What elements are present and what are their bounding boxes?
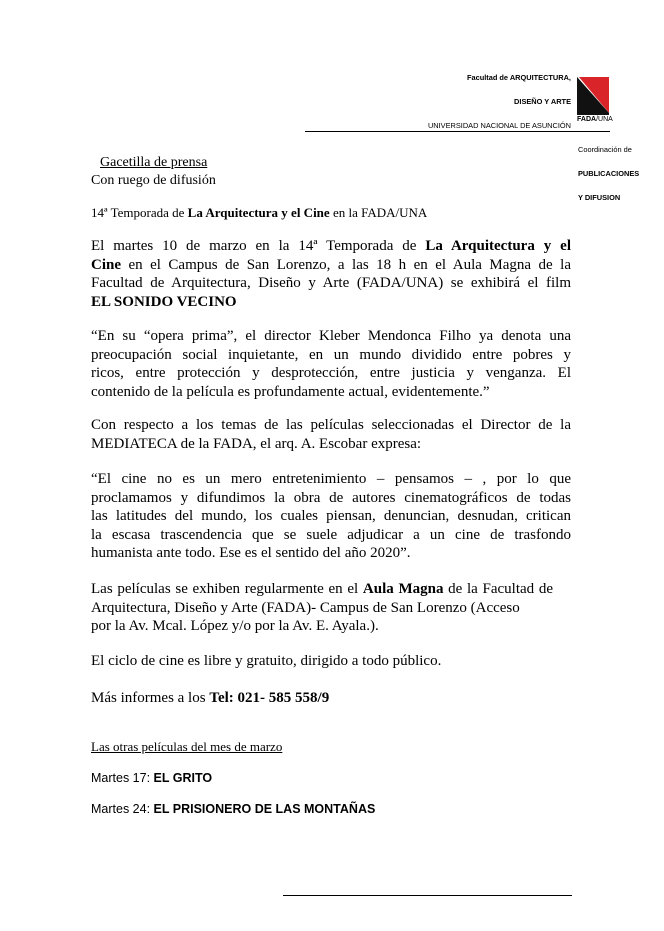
- para1-line3: Facultad de Arquitectura, Diseño y Arte (FADA/UNA) se exhibirá el film: [91, 275, 571, 291]
- logo-wordmark: [577, 116, 613, 123]
- contact-phone: Tel: 021- 585 558/9: [209, 690, 330, 706]
- other-film-date: Martes 17:: [91, 771, 154, 785]
- footer-rule: [283, 895, 572, 896]
- side-publicaciones: PUBLICACIONES: [578, 169, 640, 178]
- other-films-heading: Las otras películas del mes de marzo: [91, 739, 283, 754]
- season-post: en la FADA/UNA: [329, 205, 428, 220]
- para4-line3: las latitudes del mundo, los cuales piensan, denuncian, desnudan, critican: [91, 508, 571, 524]
- para1-line2: [91, 256, 571, 275]
- logo-una-text: /UNA: [596, 116, 613, 123]
- para3-line2: MEDIATECA de la FADA, el arq. A. Escobar expresa:: [91, 435, 422, 452]
- paragraph-director: [91, 416, 571, 453]
- para2-line1: “En su “opera prima”, el director Kleber Mendonca Filho ya denota una: [91, 328, 571, 344]
- contact-pre: Más informes a los: [91, 690, 210, 706]
- para4-line2: proclamamos y difundimos la obra de autores cinematográficos de todas: [91, 489, 571, 506]
- contact-line: [91, 690, 329, 707]
- other-film-title: EL GRITO: [153, 771, 213, 785]
- side-difusion: Y DIFUSION: [578, 193, 621, 202]
- press-release-title: Gacetilla de prensa: [100, 155, 208, 170]
- season-line: [91, 205, 427, 221]
- para1-l1-bold: La Arquitectura y el: [425, 238, 571, 254]
- paragraph-venue: [91, 580, 553, 636]
- para2-line3: ricos, entre protección y desprotección, entre justicia y venganza. El: [91, 365, 571, 381]
- logo-fada-text: FADA: [577, 116, 597, 123]
- season-pre: 14ª Temporada de: [91, 205, 188, 220]
- para4-line1: “El cine no es un mero entretenimiento – pensamos – , por lo que: [91, 471, 571, 487]
- para3-line1: Con respecto a los temas de las películas seleccionadas el Director de la: [91, 417, 571, 433]
- para1-l2-bold: Cine: [91, 256, 121, 273]
- season-bold: La Arquitectura y el Cine: [187, 205, 330, 220]
- header-faculty-line: Facultad de ARQUITECTURA,: [466, 73, 571, 82]
- para2-line2: preocupación social inquietante, en un mundo dividido entre pobres y: [91, 346, 571, 363]
- header-design-line: DISEÑO Y ARTE: [514, 97, 571, 106]
- para1-l2-post: en el Campus de San Lorenzo, a las 18 h en el Aula Magna de la: [121, 256, 571, 273]
- paragraph-screening: [91, 237, 571, 311]
- other-film-date: Martes 24:: [91, 802, 154, 816]
- press-release-subtitle: Con ruego de difusión: [91, 173, 216, 188]
- film-title: EL SONIDO VECINO: [91, 293, 237, 310]
- other-film-item: [91, 802, 375, 816]
- other-film-title: EL PRISIONERO DE LAS MONTAÑAS: [153, 802, 376, 816]
- venue-name: Aula Magna: [362, 581, 444, 597]
- para5-line3: por la Av. Mcal. López y/o por la Av. E. Ayala.).: [91, 618, 379, 634]
- header-rule: [305, 131, 610, 132]
- para1-line4: [91, 293, 571, 312]
- para5-line2: Arquitectura, Diseño y Arte (FADA)- Campus de San Lorenzo (Acceso: [91, 599, 520, 616]
- fada-logo: [575, 75, 611, 121]
- para5-line1: [91, 580, 553, 599]
- para2-line4: contenido de la película es profundamente actual, evidentemente.”: [91, 383, 490, 400]
- paragraph-film-quote: [91, 327, 571, 401]
- para1-line1: [91, 237, 571, 256]
- para1-l1-pre: El martes 10 de marzo en la 14ª Temporada de: [91, 238, 426, 254]
- para4-line4: la escasa trascendencia que se suele adjudicar a un cine de trasfondo: [91, 526, 571, 543]
- paragraph-free-entry: El ciclo de cine es libre y gratuito, dirigido a todo público.: [91, 653, 442, 669]
- para5-l1-post: de la Facultad de: [443, 581, 554, 597]
- fada-logo-mark: [575, 75, 611, 121]
- para5-l1-pre: Las películas se exhiben regularmente en el: [91, 581, 363, 597]
- para4-line5: humanista ante todo. Ese es el sentido del año 2020”.: [91, 545, 411, 561]
- paragraph-director-quote: [91, 470, 571, 563]
- header-university-line: UNIVERSIDAD NACIONAL DE ASUNCIÓN: [427, 121, 571, 130]
- side-coordinacion: Coordinación de: [578, 145, 632, 154]
- other-film-item: [91, 771, 212, 785]
